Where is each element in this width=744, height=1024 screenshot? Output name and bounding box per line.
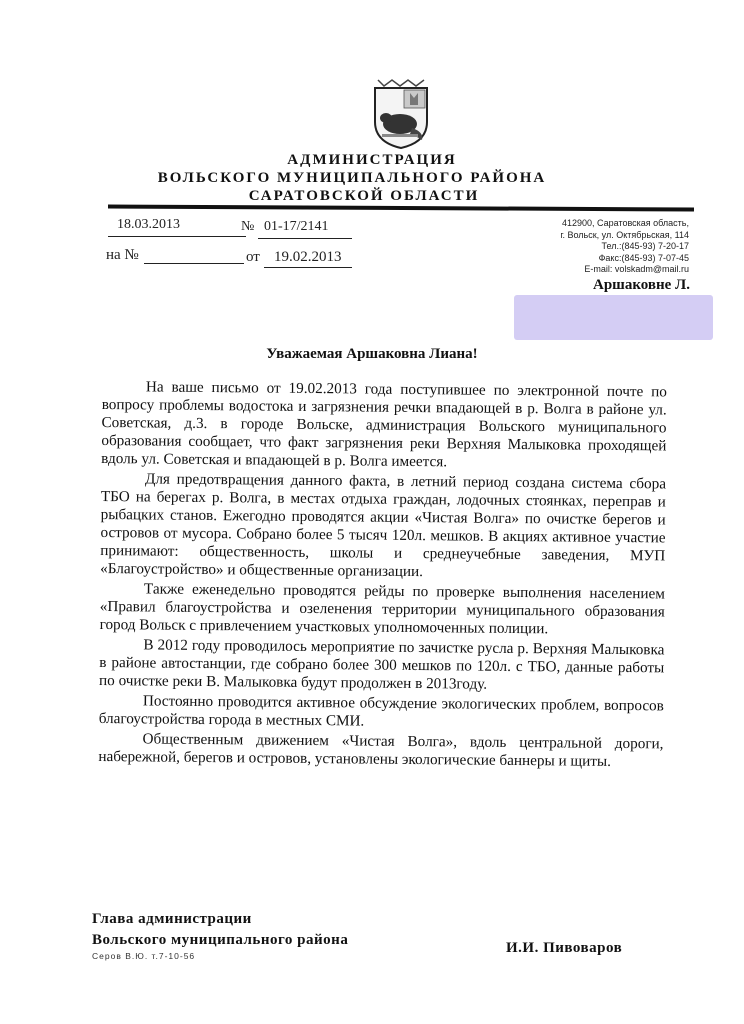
org-name-line-3: САРАТОВСКОЙ ОБЛАСТИ <box>248 188 480 204</box>
org-name-line-2: ВОЛЬСКОГО МУНИЦИПАЛЬНОГО РАЙОНА <box>157 170 547 186</box>
body-paragraph-5: Постоянно проводится активное обсуждение экологических проблем, вопросов благоустройства города в местных СМИ. <box>98 692 664 730</box>
coat-of-arms-beaver-icon <box>372 78 430 150</box>
body-paragraph-2: Для предотвращения данного факта, в летний период создана система сбора ТБО на берегах р. Волга, в местах отдыха граждан, лодочных стоянках, переправ и рыбацких станов. Ежегодно проводятся акции «Чистая Волга» по очистке берегов и островов от мусора. Собрано более 5 тысяч 120л. мешков. В акциях активное участие принимают: общественность, школы и среднеучебные заведения, МУП «Благоустройство» и общественные организации. <box>100 470 667 581</box>
body-paragraph-1: На ваше письмо от 19.02.2013 года поступившее по электронной почте по вопросу проблемы водостока и загрязнения речки впадающей в р. Волга в районе ул. Советская, д.3. в городе Вольске, администрация Вольского муниципального образования сообщает, что факт загрязнения реки Верхняя Малыковка проходящей вдоль ул. Советская и впадающей в р. Волга имеется. <box>101 378 667 471</box>
address-fax: Факс:(845-93) 7-07-45 <box>598 252 689 263</box>
date-underline <box>108 236 246 237</box>
address-line-2: г. Вольск, ул. Октябрьская, 114 <box>560 229 689 240</box>
address-email: E-mail: volskadm@mail.ru <box>584 264 689 274</box>
number-label: № <box>241 219 255 234</box>
org-address <box>489 218 689 276</box>
salutation: Уважаемая Аршаковна Лиана! <box>266 346 478 362</box>
ref-date: 19.02.2013 <box>274 249 342 265</box>
body-paragraph-3: Также еженедельно проводятся рейды по проверке выполнения населением «Правил благоустройства и озеленения территории муниципального образования город Вольск с привлечением участковых уполномоченных полиции. <box>99 580 666 638</box>
body-paragraph-4: В 2012 году проводилось мероприятие по зачистке русла р. Верхняя Малыковка в районе автостанции, где собрано более 300 мешков по 120л. с ТБО, данные работы по очистке реки В. Малыковка будут продолжен в 2013году. <box>99 636 665 693</box>
signatory-title-1: Глава администрации <box>92 911 252 927</box>
signatory-title-2: Вольского муниципального района <box>92 932 349 948</box>
redaction-box <box>514 295 713 340</box>
ref-date-underline <box>264 267 352 268</box>
executor-contact: Серов В.Ю. т.7-10-56 <box>92 951 196 961</box>
outgoing-number: 01-17/2141 <box>264 219 329 234</box>
ref-from-label: от <box>246 249 260 265</box>
number-underline <box>258 238 352 239</box>
ref-number-label: на № <box>106 247 139 263</box>
org-name-line-1: АДМИНИСТРАЦИЯ <box>287 152 457 168</box>
letter-body <box>98 378 667 773</box>
outgoing-date: 18.03.2013 <box>117 217 180 232</box>
header-rule <box>108 204 694 211</box>
address-line-1: 412900, Саратовская область, <box>562 218 689 228</box>
addressee-name: Аршаковне Л. <box>593 277 690 293</box>
body-paragraph-6: Общественным движением «Чистая Волга», вдоль центральной дороги, набережной, берегов и островов, установлены экологические баннеры и щиты. <box>98 730 664 770</box>
signatory-name: И.И. Пивоваров <box>506 940 623 956</box>
ref-number-underline <box>144 263 244 264</box>
address-phone: Тел.:(845-93) 7-20-17 <box>601 241 689 251</box>
